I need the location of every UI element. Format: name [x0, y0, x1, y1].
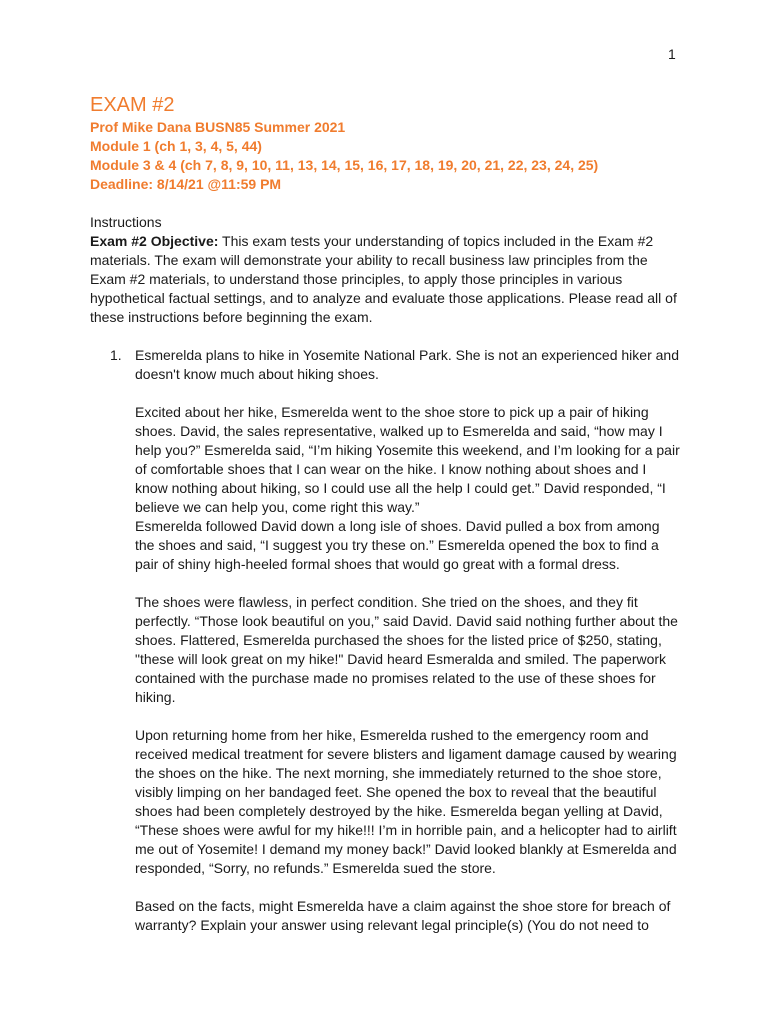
question-paragraph-1: Excited about her hike, Esmerelda went to the shoe store to pick up a pair of hiking shoes. David, the sales representative, walked up to Esmerelda and said, “how may I help you?” Esmerelda said, “I’m hiking Yosemite this weekend, and I’m looking for a pair of comfortable shoes that I can wear on the hike. I know nothing about shoes and I know nothing about hiking, so I could use all the help I could get.” David responded, “I believe we can help you, come right this way.”: [135, 404, 680, 515]
question-1: [90, 346, 680, 935]
question-intro: Esmerelda plans to hike in Yosemite National Park. She is not an experienced hiker and doesn't know much about hiking shoes.: [135, 347, 679, 382]
instructions-heading: Instructions: [90, 214, 162, 230]
page-number: 1: [668, 46, 676, 62]
question-paragraph-3: The shoes were flawless, in perfect condition. She tried on the shoes, and they fit perfectly. “Those look beautiful on you,” said David. David said nothing further about the shoes. Flattered, Esmerelda purchased the shoes for the listed price of $250, stating, "these will look great on my hike!" David heard Esmeralda and smiled. The paperwork contained with the purchase made no promises related to the use of these shoes for hiking.: [135, 594, 678, 705]
question-paragraph-2: Esmerelda followed David down a long isle of shoes. David pulled a box from among the shoes and said, “I suggest you try these on.” Esmerelda opened the box to find a pair of shiny high-heeled formal shoes that would go great with a formal dress.: [135, 518, 660, 572]
question-number: 1.: [110, 347, 122, 363]
question-paragraph-4: Upon returning home from her hike, Esmerelda rushed to the emergency room and received medical treatment for severe blisters and ligament damage caused by wearing the shoes on the hike. The next morning, she immediately returned to the shoe store, visibly limping on her bandaged feet. She opened the box to reveal that the beautiful shoes had been completely destroyed by the hike. Esmerelda began yelling at David, “These shoes were awful for my hike!!! I’m in horrible pain, and a helicopter had to airlift me out of Yosemite! I demand my money back!” David looked blankly at Esmerelda and responded, “Sorry, no refunds.” Esmerelda sued the store.: [135, 727, 677, 876]
document-body: [90, 92, 680, 935]
exam-title: EXAM #2: [90, 94, 175, 116]
module-1-line: Module 1 (ch 1, 3, 4, 5, 44): [90, 138, 262, 154]
module-3-4-line: Module 3 & 4 (ch 7, 8, 9, 10, 11, 13, 14, 15, 16, 17, 18, 19, 20, 21, 22, 23, 24, 25): [90, 157, 599, 173]
objective-label: Exam #2 Objective:: [90, 233, 219, 249]
deadline-line: Deadline: 8/14/21 @11:59 PM: [90, 176, 282, 192]
question-prompt: Based on the facts, might Esmerelda have a claim against the shoe store for breach of warranty? Explain your answer using relevant legal principle(s) (You do not need to: [135, 898, 671, 933]
course-line: Prof Mike Dana BUSN85 Summer 2021: [90, 119, 346, 135]
objective-text: This exam tests your understanding of topics included in the Exam #2 materials. The exam will demonstrate your ability to recall business law principles from the Exam #2 materials, to understand those principles, to apply those principles in various hypothetical factual settings, and to analyze and evaluate those applications. Please read all of these instructions before beginning the exam.: [90, 233, 677, 325]
objective-paragraph: [90, 232, 680, 327]
